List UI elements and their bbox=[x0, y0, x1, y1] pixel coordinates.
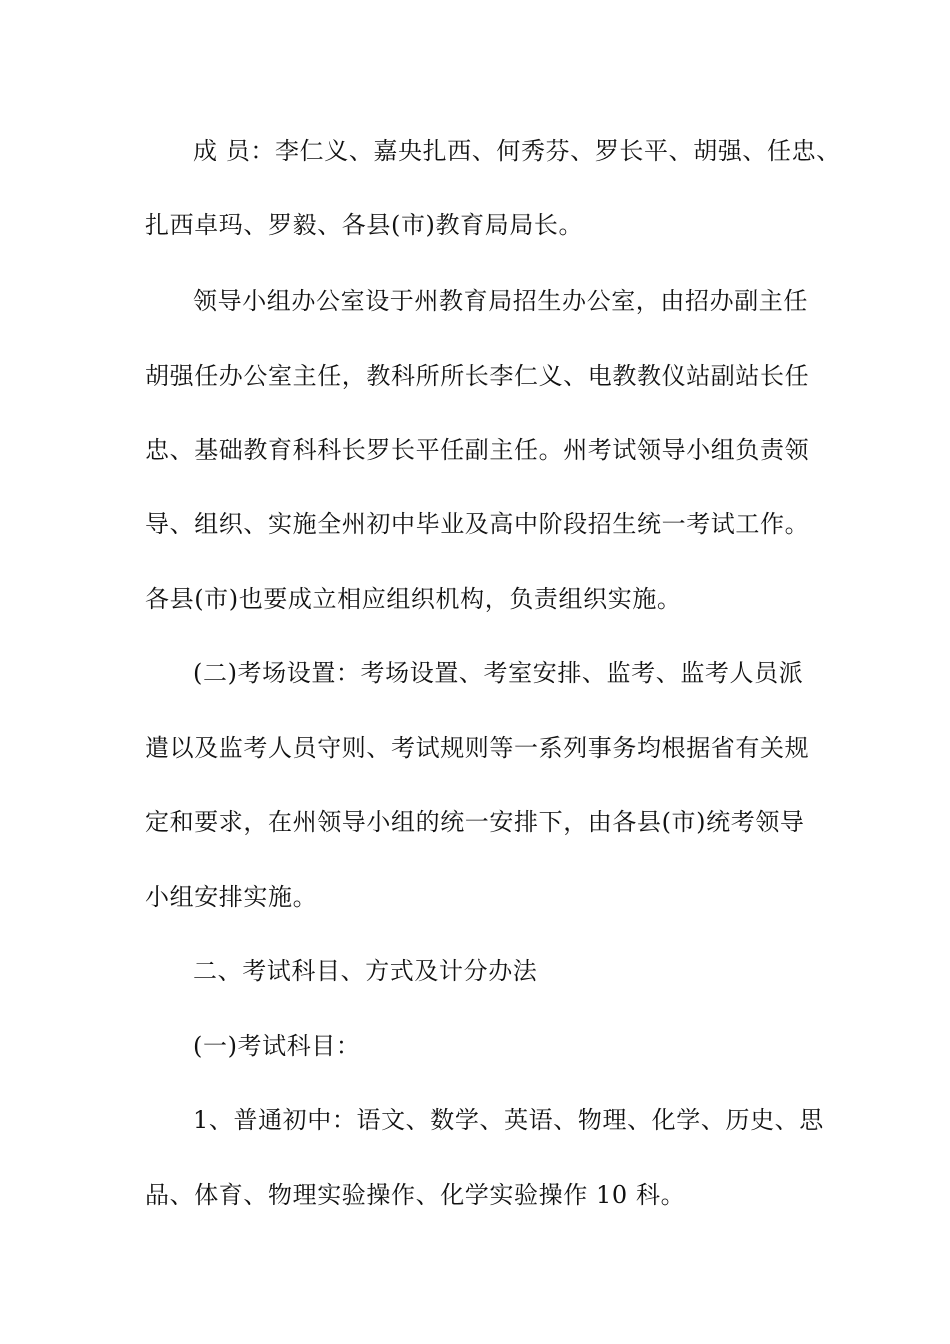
section-heading-2: 二、考试科目、方式及计分办法 bbox=[193, 957, 538, 985]
members-line-1: 成 员：李仁义、嘉央扎西、何秀芬、罗长平、胡强、任忠、 bbox=[193, 137, 841, 165]
exam-venue-line-3: 定和要求，在州领导小组的统一安排下，由各县(市)统考领导 bbox=[145, 808, 805, 836]
office-paragraph-line-1: 领导小组办公室设于州教育局招生办公室，由招办副主任 bbox=[193, 287, 808, 315]
exam-venue-line-1: (二)考场设置：考场设置、考室安排、监考、监考人员派 bbox=[193, 659, 804, 687]
office-paragraph-line-4: 导、组织、实施全州初中毕业及高中阶段招生统一考试工作。 bbox=[145, 510, 810, 538]
office-paragraph-line-3: 忠、基础教育科科长罗长平任副主任。州考试领导小组负责领 bbox=[145, 436, 810, 464]
office-paragraph-line-2: 胡强任办公室主任，教科所所长李仁义、电教教仪站副站长任 bbox=[145, 362, 810, 390]
members-line-2: 扎西卓玛、罗毅、各县(市)教育局局长。 bbox=[145, 211, 584, 239]
subjects-line-1: 1、普通初中：语文、数学、英语、物理、化学、历史、思 bbox=[193, 1106, 824, 1134]
office-paragraph-line-5: 各县(市)也要成立相应组织机构，负责组织实施。 bbox=[145, 585, 682, 613]
subsection-heading-1: (一)考试科目： bbox=[193, 1032, 361, 1060]
exam-venue-line-2: 遣以及监考人员守则、考试规则等一系列事务均根据省有关规 bbox=[145, 734, 810, 762]
exam-venue-line-4: 小组安排实施。 bbox=[145, 883, 318, 911]
subjects-line-2: 品、体育、物理实验操作、化学实验操作 10 科。 bbox=[145, 1181, 686, 1209]
